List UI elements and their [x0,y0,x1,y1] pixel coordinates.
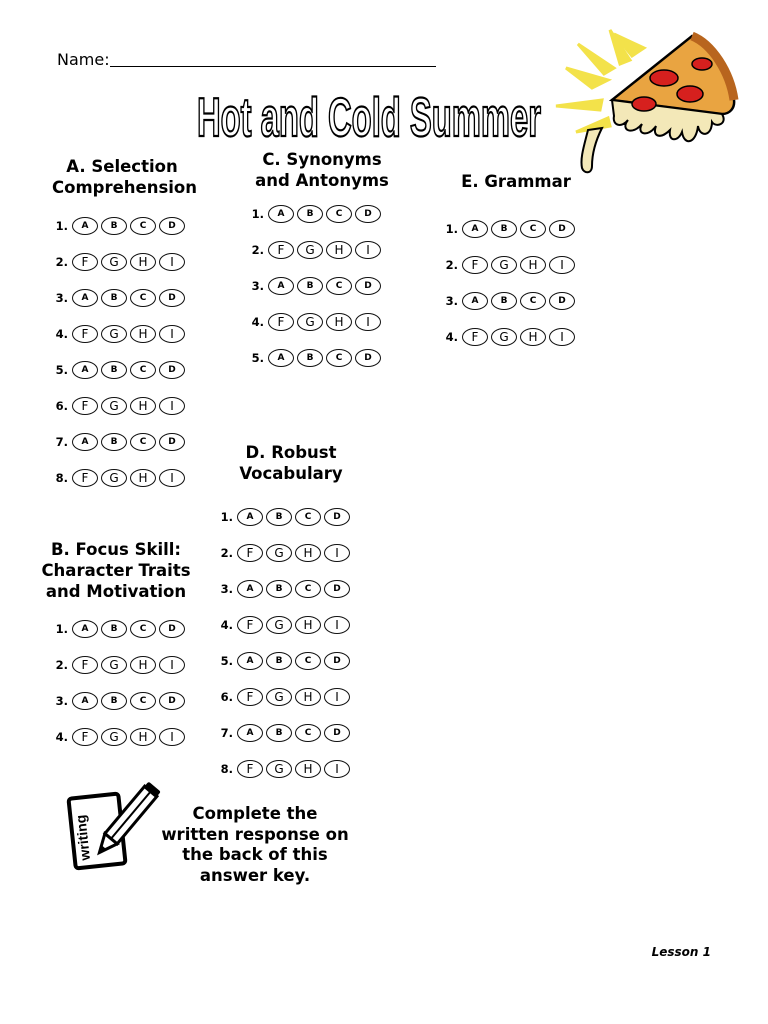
answer-bubble-d: D [159,692,185,710]
answer-bubble-d: D [159,217,185,235]
answer-bubble-f: F [268,313,294,331]
question-number: 5. [251,351,264,365]
answer-bubble-a: A [237,724,263,742]
answer-bubble-a: A [72,289,98,307]
answer-bubble-c: C [130,620,156,638]
question-3-row [211,577,353,601]
answer-bubble-b: B [101,433,127,451]
answer-bubble-f: F [72,728,98,746]
answer-bubble-g: G [297,313,323,331]
question-number: 3. [55,694,68,708]
question-3-row [242,274,384,298]
answer-bubble-h: H [326,313,352,331]
answer-bubble-f: F [237,688,263,706]
answer-bubble-c: C [130,289,156,307]
answer-bubble-g: G [101,325,127,343]
question-4-row [242,310,384,334]
lesson-number: Lesson 1 [651,945,711,959]
answer-bubble-h: H [520,256,546,274]
answer-bubble-d: D [355,349,381,367]
question-2-row [46,653,188,677]
answer-bubble-h: H [295,616,321,634]
question-5-row [242,346,384,370]
answer-bubble-f: F [462,328,488,346]
section-a-title: A. Selection Comprehension [52,157,198,197]
answer-bubble-b: B [101,217,127,235]
answer-bubble-a: A [462,292,488,310]
answer-bubble-b: B [297,277,323,295]
answer-bubble-d: D [355,205,381,223]
question-2-row [436,253,578,277]
answer-bubble-h: H [130,656,156,674]
answer-bubble-f: F [237,544,263,562]
answer-bubble-c: C [326,277,352,295]
question-number: 1. [55,219,68,233]
question-3-row [46,689,188,713]
answer-bubble-h: H [130,325,156,343]
answer-bubble-g: G [266,760,292,778]
answer-bubble-i: I [159,253,185,271]
question-2-row [46,250,188,274]
section-d-bubbles [211,505,361,781]
answer-bubble-c: C [520,292,546,310]
question-1-row [46,617,188,641]
answer-bubble-c: C [130,217,156,235]
answer-bubble-d: D [159,620,185,638]
answer-bubble-i: I [549,256,575,274]
answer-bubble-d: D [355,277,381,295]
answer-bubble-c: C [295,580,321,598]
answer-bubble-i: I [159,469,185,487]
answer-bubble-d: D [324,724,350,742]
question-2-row [242,238,384,262]
question-5-row [211,649,353,673]
page-title [194,78,544,148]
question-3-row [46,286,188,310]
answer-bubble-b: B [297,205,323,223]
answer-bubble-b: B [491,292,517,310]
answer-bubble-i: I [159,397,185,415]
section-e-bubbles [436,217,586,351]
question-8-row [211,757,353,781]
question-number: 3. [251,279,264,293]
answer-bubble-f: F [72,656,98,674]
instructions-text: Complete the written response on the back of this answer key. [161,804,349,885]
answer-bubble-h: H [130,397,156,415]
answer-bubble-c: C [130,692,156,710]
question-1-row [242,202,384,226]
question-1-row [436,217,578,241]
answer-bubble-b: B [266,580,292,598]
section-c-title: C. Synonyms and Antonyms [255,150,389,190]
page-title-text: Hot and Cold Summer [197,86,541,148]
answer-bubble-h: H [130,728,156,746]
answer-bubble-c: C [295,652,321,670]
answer-bubble-g: G [297,241,323,259]
question-number: 8. [220,762,233,776]
question-number: 3. [55,291,68,305]
answer-bubble-g: G [266,544,292,562]
answer-bubble-a: A [72,361,98,379]
question-4-row [46,725,188,749]
question-number: 1. [445,222,458,236]
answer-bubble-a: A [72,620,98,638]
answer-bubble-f: F [462,256,488,274]
answer-bubble-g: G [101,397,127,415]
answer-bubble-a: A [462,220,488,238]
answer-bubble-f: F [268,241,294,259]
question-2-row [211,541,353,565]
name-blank-line [110,51,436,67]
question-number: 5. [220,654,233,668]
question-number: 2. [220,546,233,560]
answer-bubble-c: C [130,433,156,451]
answer-bubble-i: I [324,688,350,706]
answer-bubble-i: I [549,328,575,346]
answer-bubble-i: I [324,760,350,778]
answer-bubble-h: H [295,544,321,562]
answer-bubble-i: I [159,325,185,343]
section-b-bubbles [46,617,196,751]
answer-bubble-b: B [266,652,292,670]
question-number: 4. [55,327,68,341]
question-1-row [46,214,188,238]
question-number: 1. [55,622,68,636]
question-7-row [46,430,188,454]
answer-bubble-d: D [324,508,350,526]
answer-bubble-i: I [324,544,350,562]
answer-bubble-g: G [101,656,127,674]
section-e-title: E. Grammar [461,172,571,191]
section-b-title: B. Focus Skill: Character Traits and Motivation [41,540,191,601]
answer-bubble-c: C [130,361,156,379]
answer-bubble-f: F [72,325,98,343]
question-number: 1. [220,510,233,524]
answer-bubble-d: D [159,433,185,451]
answer-bubble-f: F [72,253,98,271]
answer-bubble-c: C [326,349,352,367]
answer-bubble-h: H [295,760,321,778]
answer-bubble-g: G [491,328,517,346]
answer-bubble-h: H [130,469,156,487]
answer-bubble-b: B [101,361,127,379]
answer-bubble-g: G [266,616,292,634]
answer-bubble-c: C [295,508,321,526]
question-8-row [46,466,188,490]
question-number: 2. [55,658,68,672]
question-number: 7. [55,435,68,449]
question-number: 6. [55,399,68,413]
question-number: 2. [251,243,264,257]
answer-bubble-b: B [297,349,323,367]
question-number: 6. [220,690,233,704]
answer-bubble-h: H [295,688,321,706]
answer-bubble-b: B [101,620,127,638]
question-number: 2. [445,258,458,272]
answer-bubble-d: D [324,580,350,598]
answer-bubble-i: I [355,241,381,259]
answer-bubble-g: G [101,728,127,746]
answer-bubble-a: A [268,277,294,295]
question-number: 3. [445,294,458,308]
question-5-row [46,358,188,382]
answer-bubble-f: F [72,397,98,415]
question-number: 2. [55,255,68,269]
answer-bubble-f: F [72,469,98,487]
answer-bubble-d: D [549,220,575,238]
question-number: 8. [55,471,68,485]
answer-bubble-d: D [549,292,575,310]
answer-bubble-h: H [130,253,156,271]
name-field [57,50,436,69]
answer-bubble-i: I [159,728,185,746]
answer-bubble-d: D [159,289,185,307]
question-4-row [46,322,188,346]
answer-bubble-b: B [491,220,517,238]
question-6-row [46,394,188,418]
answer-bubble-g: G [266,688,292,706]
writing-icon-label: writing [72,814,93,862]
question-number: 7. [220,726,233,740]
pizza-slice-icon [552,28,742,176]
answer-bubble-d: D [324,652,350,670]
answer-bubble-g: G [491,256,517,274]
section-a-bubbles [46,214,196,490]
answer-bubble-a: A [237,652,263,670]
section-d-title: D. Robust Vocabulary [239,443,343,483]
question-6-row [211,685,353,709]
answer-bubble-g: G [101,253,127,271]
answer-bubble-a: A [268,349,294,367]
answer-bubble-b: B [266,508,292,526]
question-number: 1. [251,207,264,221]
answer-bubble-h: H [326,241,352,259]
question-1-row [211,505,353,529]
answer-bubble-a: A [268,205,294,223]
answer-bubble-h: H [520,328,546,346]
section-c-bubbles [242,202,392,372]
answer-bubble-i: I [159,656,185,674]
answer-bubble-g: G [101,469,127,487]
question-number: 4. [55,730,68,744]
answer-bubble-f: F [237,760,263,778]
question-number: 4. [445,330,458,344]
answer-bubble-a: A [237,580,263,598]
answer-bubble-c: C [520,220,546,238]
answer-bubble-d: D [159,361,185,379]
question-7-row [211,721,353,745]
writing-pencil-icon [68,782,150,874]
question-number: 3. [220,582,233,596]
answer-bubble-c: C [295,724,321,742]
answer-bubble-b: B [101,692,127,710]
answer-bubble-b: B [266,724,292,742]
answer-bubble-a: A [72,692,98,710]
question-number: 4. [251,315,264,329]
answer-bubble-a: A [237,508,263,526]
question-3-row [436,289,578,313]
answer-bubble-a: A [72,217,98,235]
answer-bubble-b: B [101,289,127,307]
answer-bubble-a: A [72,433,98,451]
answer-bubble-i: I [355,313,381,331]
answer-bubble-c: C [326,205,352,223]
question-number: 5. [55,363,68,377]
question-4-row [436,325,578,349]
question-4-row [211,613,353,637]
answer-bubble-f: F [237,616,263,634]
answer-bubble-i: I [324,616,350,634]
name-label: Name: [57,50,110,69]
question-number: 4. [220,618,233,632]
